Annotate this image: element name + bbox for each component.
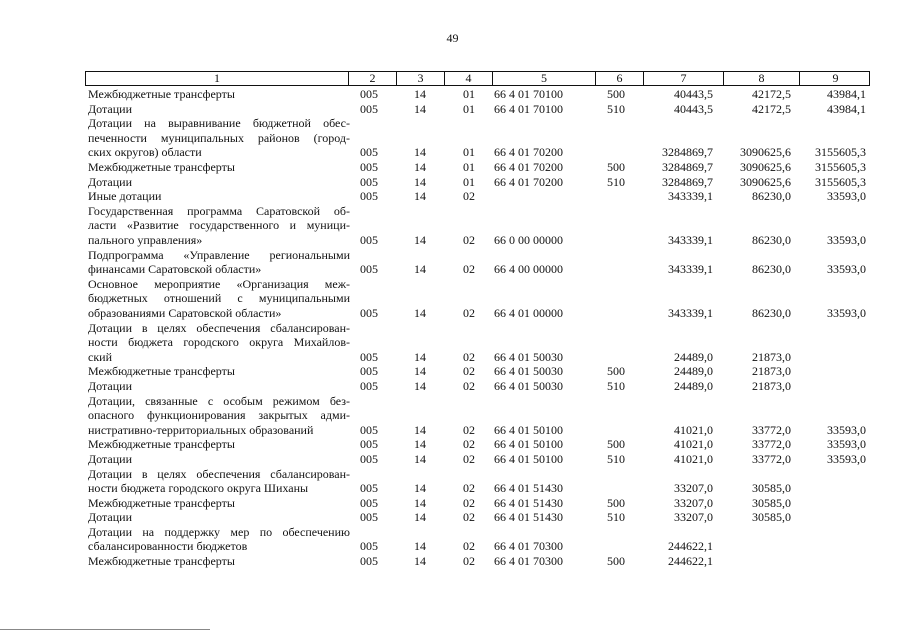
row-description: [88, 102, 350, 117]
col-ved: 005: [360, 232, 378, 247]
header-col-1: 1: [214, 71, 220, 85]
col-year3: 3155605,3: [815, 174, 866, 189]
col-year2: 30585,0: [752, 510, 791, 525]
col-year1: 41021,0: [674, 451, 713, 466]
col-csr: 66 4 01 51430: [494, 495, 563, 510]
col-pr: 02: [463, 495, 475, 510]
row-description: [88, 277, 350, 321]
col-year2: 21873,0: [752, 364, 791, 379]
col-pr: 02: [463, 378, 475, 393]
header-col-4: 4: [444, 72, 492, 85]
col-rz: 14: [414, 101, 426, 116]
col-year1: 24489,0: [674, 378, 713, 393]
header-col-2: 2: [348, 72, 396, 85]
description-line: Подпрограмма «Управление региональными: [88, 247, 350, 262]
col-pr: 01: [463, 101, 475, 116]
description-line: Дотации: [88, 451, 133, 466]
description-line: ности бюджета городского округа Михайлов-: [88, 335, 350, 350]
row-description: [88, 175, 350, 190]
col-year1: 24489,0: [674, 349, 713, 364]
table-row: [88, 116, 888, 160]
description-line: печенности муниципальных районов (город-: [88, 130, 350, 145]
row-description: [88, 510, 350, 525]
table-row: [88, 467, 888, 496]
header-col-9: 9: [799, 72, 871, 85]
col-year2: 21873,0: [752, 349, 791, 364]
col-ved: 005: [360, 364, 378, 379]
col-csr: 66 4 01 51430: [494, 481, 563, 496]
col-csr: 66 4 01 51430: [494, 510, 563, 525]
col-csr: 66 4 01 50100: [494, 437, 563, 452]
col-year2: 33772,0: [752, 437, 791, 452]
row-description: [88, 321, 350, 365]
row-description: [88, 248, 350, 277]
description-line: Межбюджетные трансферты: [88, 437, 235, 452]
description-line: сбалансированности бюджетов: [88, 539, 248, 554]
description-line: бюджетных отношений с муниципальными: [88, 291, 350, 306]
col-csr: 66 4 01 00000: [494, 305, 563, 320]
col-year1: 343339,1: [668, 232, 713, 247]
description-line: Иные дотации: [88, 189, 162, 204]
col-csr: 66 4 01 50100: [494, 451, 563, 466]
col-pr: 02: [463, 349, 475, 364]
row-description: [88, 394, 350, 438]
col-pr: 02: [463, 305, 475, 320]
table-row: [88, 452, 888, 467]
col-year1: 3284869,7: [662, 145, 713, 160]
col-rz: 14: [414, 481, 426, 496]
description-line: Дотации: [88, 101, 133, 116]
header-col-6: 6: [595, 72, 643, 85]
table-row: [88, 437, 888, 452]
description-line: Дотации, связанные с особым режимом без-: [88, 393, 350, 408]
header-col-3: 3: [396, 72, 444, 85]
col-rz: 14: [414, 174, 426, 189]
table-row: [88, 189, 888, 204]
col-rz: 14: [414, 495, 426, 510]
table-row: [88, 102, 888, 117]
col-rz: 14: [414, 262, 426, 277]
col-year2: 33772,0: [752, 422, 791, 437]
row-description: [88, 160, 350, 175]
table-row: [88, 87, 888, 102]
row-description: [88, 87, 350, 102]
description-line: Межбюджетные трансферты: [88, 364, 235, 379]
col-rz: 14: [414, 159, 426, 174]
col-year1: 41021,0: [674, 422, 713, 437]
table-row: [88, 248, 888, 277]
col-ved: 005: [360, 510, 378, 525]
col-pr: 02: [463, 232, 475, 247]
col-pr: 02: [463, 422, 475, 437]
col-vr: 510: [607, 174, 625, 189]
col-year1: 244622,1: [668, 554, 713, 569]
col-csr: 66 4 01 70100: [494, 101, 563, 116]
col-pr: 01: [463, 145, 475, 160]
col-rz: 14: [414, 510, 426, 525]
col-ved: 005: [360, 437, 378, 452]
col-pr: 02: [463, 262, 475, 277]
description-line: Межбюджетные трансферты: [88, 159, 235, 174]
col-year1: 343339,1: [668, 262, 713, 277]
col-csr: 66 4 01 70300: [494, 539, 563, 554]
col-rz: 14: [414, 378, 426, 393]
table-row: [88, 554, 888, 569]
col-rz: 14: [414, 437, 426, 452]
col-year3: 33593,0: [827, 422, 866, 437]
col-vr: 500: [607, 554, 625, 569]
col-pr: 01: [463, 87, 475, 101]
description-line: финансами Саратовской области»: [88, 262, 262, 277]
header-col-7: 7: [643, 72, 723, 85]
table-header: [85, 71, 870, 86]
description-line: Основное мероприятие «Организация меж-: [88, 276, 350, 291]
col-year2: 3090625,6: [740, 145, 791, 160]
col-rz: 14: [414, 554, 426, 569]
description-line: Государственная программа Саратовской об-: [88, 203, 350, 218]
col-pr: 02: [463, 437, 475, 452]
col-year3: 33593,0: [827, 305, 866, 320]
col-year2: 3090625,6: [740, 159, 791, 174]
col-rz: 14: [414, 232, 426, 247]
col-year3: 33593,0: [827, 189, 866, 204]
col-csr: 66 4 01 50030: [494, 364, 563, 379]
col-ved: 005: [360, 145, 378, 160]
table-row: [88, 160, 888, 175]
col-year2: 86230,0: [752, 232, 791, 247]
col-ved: 005: [360, 159, 378, 174]
col-csr: 66 4 01 50100: [494, 422, 563, 437]
col-csr: 66 4 01 50030: [494, 378, 563, 393]
col-pr: 02: [463, 554, 475, 569]
col-rz: 14: [414, 145, 426, 160]
col-year1: 41021,0: [674, 437, 713, 452]
col-csr: 66 4 01 70200: [494, 145, 563, 160]
row-description: [88, 525, 350, 554]
col-year2: 3090625,6: [740, 174, 791, 189]
col-rz: 14: [414, 349, 426, 364]
col-csr: 66 4 01 50030: [494, 349, 563, 364]
table-row: [88, 364, 888, 379]
col-year3: 33593,0: [827, 262, 866, 277]
row-description: [88, 116, 350, 160]
description-line: Дотации на выравнивание бюджетной обес-: [88, 116, 350, 131]
col-pr: 02: [463, 364, 475, 379]
table-row: [88, 175, 888, 190]
description-line: ских округов) области: [88, 145, 202, 160]
description-line: ласти «Развитие государственного и муници-: [88, 218, 350, 233]
col-rz: 14: [414, 539, 426, 554]
col-year3: 3155605,3: [815, 145, 866, 160]
col-rz: 14: [414, 451, 426, 466]
col-pr: 02: [463, 481, 475, 496]
row-description: [88, 437, 350, 452]
col-ved: 005: [360, 481, 378, 496]
col-year1: 33207,0: [674, 510, 713, 525]
col-ved: 005: [360, 189, 378, 204]
description-line: Дотации на поддержку мер по обеспечению: [88, 524, 350, 539]
col-rz: 14: [414, 364, 426, 379]
row-description: [88, 379, 350, 394]
description-line: Дотации: [88, 378, 133, 393]
col-year1: 33207,0: [674, 481, 713, 496]
col-ved: 005: [360, 174, 378, 189]
description-line: ности бюджета городского округа Шиханы: [88, 481, 309, 496]
col-pr: 02: [463, 539, 475, 554]
header-col-8: 8: [723, 72, 799, 85]
col-year3: 3155605,3: [815, 159, 866, 174]
col-year1: 3284869,7: [662, 174, 713, 189]
col-csr: 66 0 00 00000: [494, 232, 563, 247]
description-line: Межбюджетные трансферты: [88, 87, 235, 101]
page-number: 49: [446, 31, 459, 45]
table-row: [88, 510, 888, 525]
col-year2: 42172,5: [752, 101, 791, 116]
col-pr: 01: [463, 159, 475, 174]
col-year1: 3284869,7: [662, 159, 713, 174]
col-ved: 005: [360, 87, 378, 101]
table-row: [88, 321, 888, 365]
col-csr: 66 4 01 70200: [494, 159, 563, 174]
table-row: [88, 496, 888, 511]
col-rz: 14: [414, 305, 426, 320]
description-line: ский: [88, 349, 112, 364]
row-description: [88, 467, 350, 496]
description-line: нистративно-территориальных образований: [88, 422, 314, 437]
col-year3: 43984,1: [827, 101, 866, 116]
col-vr: 510: [607, 451, 625, 466]
col-year3: 33593,0: [827, 451, 866, 466]
row-description: [88, 204, 350, 248]
col-year2: 30585,0: [752, 495, 791, 510]
table-row: [88, 525, 888, 554]
col-pr: 02: [463, 451, 475, 466]
col-vr: 510: [607, 510, 625, 525]
footer-rule: [0, 629, 210, 630]
col-csr: 66 4 00 00000: [494, 262, 563, 277]
col-csr: 66 4 01 70300: [494, 554, 563, 569]
col-pr: 01: [463, 174, 475, 189]
col-year2: 33772,0: [752, 451, 791, 466]
col-year1: 343339,1: [668, 189, 713, 204]
col-year2: 86230,0: [752, 262, 791, 277]
description-line: Дотации в целях обеспечения сбалансирован-: [88, 466, 350, 481]
description-line: Дотации: [88, 174, 133, 189]
col-vr: 500: [607, 437, 625, 452]
col-ved: 005: [360, 378, 378, 393]
col-vr: 510: [607, 101, 625, 116]
col-year1: 244622,1: [668, 539, 713, 554]
col-year1: 24489,0: [674, 364, 713, 379]
col-year2: 86230,0: [752, 189, 791, 204]
description-line: образованиями Саратовской области»: [88, 305, 282, 320]
row-description: [88, 496, 350, 511]
col-csr: 66 4 01 70200: [494, 174, 563, 189]
row-description: [88, 364, 350, 379]
col-ved: 005: [360, 349, 378, 364]
col-vr: 510: [607, 378, 625, 393]
col-ved: 005: [360, 451, 378, 466]
table-row: [88, 394, 888, 438]
description-line: Дотации в целях обеспечения сбалансирован-: [88, 320, 350, 335]
col-year3: 43984,1: [827, 87, 866, 101]
table-row: [88, 277, 888, 321]
col-year2: 42172,5: [752, 87, 791, 101]
col-ved: 005: [360, 495, 378, 510]
description-line: пального управления»: [88, 232, 203, 247]
col-year3: 33593,0: [827, 232, 866, 247]
table-body: [88, 87, 888, 569]
header-col-5: 5: [492, 72, 595, 85]
col-vr: 500: [607, 495, 625, 510]
col-year1: 40443,5: [674, 101, 713, 116]
col-ved: 005: [360, 422, 378, 437]
row-description: [88, 452, 350, 467]
description-line: опасного функционирования закрытых адми-: [88, 408, 350, 423]
row-description: [88, 554, 350, 569]
col-pr: 02: [463, 510, 475, 525]
col-year1: 33207,0: [674, 495, 713, 510]
table-row: [88, 379, 888, 394]
table-row: [88, 204, 888, 248]
col-ved: 005: [360, 539, 378, 554]
col-year2: 21873,0: [752, 378, 791, 393]
col-ved: 005: [360, 101, 378, 116]
col-ved: 005: [360, 262, 378, 277]
col-rz: 14: [414, 87, 426, 101]
col-year2: 86230,0: [752, 305, 791, 320]
col-vr: 500: [607, 87, 625, 101]
col-ved: 005: [360, 554, 378, 569]
col-vr: 500: [607, 159, 625, 174]
col-year3: 33593,0: [827, 437, 866, 452]
col-year1: 40443,5: [674, 87, 713, 101]
col-rz: 14: [414, 189, 426, 204]
col-year1: 343339,1: [668, 305, 713, 320]
col-vr: 500: [607, 364, 625, 379]
col-ved: 005: [360, 305, 378, 320]
col-year2: 30585,0: [752, 481, 791, 496]
description-line: Межбюджетные трансферты: [88, 495, 235, 510]
col-csr: 66 4 01 70100: [494, 87, 563, 101]
description-line: Межбюджетные трансферты: [88, 554, 235, 569]
description-line: Дотации: [88, 510, 133, 525]
row-description: [88, 189, 350, 204]
col-pr: 02: [463, 189, 475, 204]
col-rz: 14: [414, 422, 426, 437]
